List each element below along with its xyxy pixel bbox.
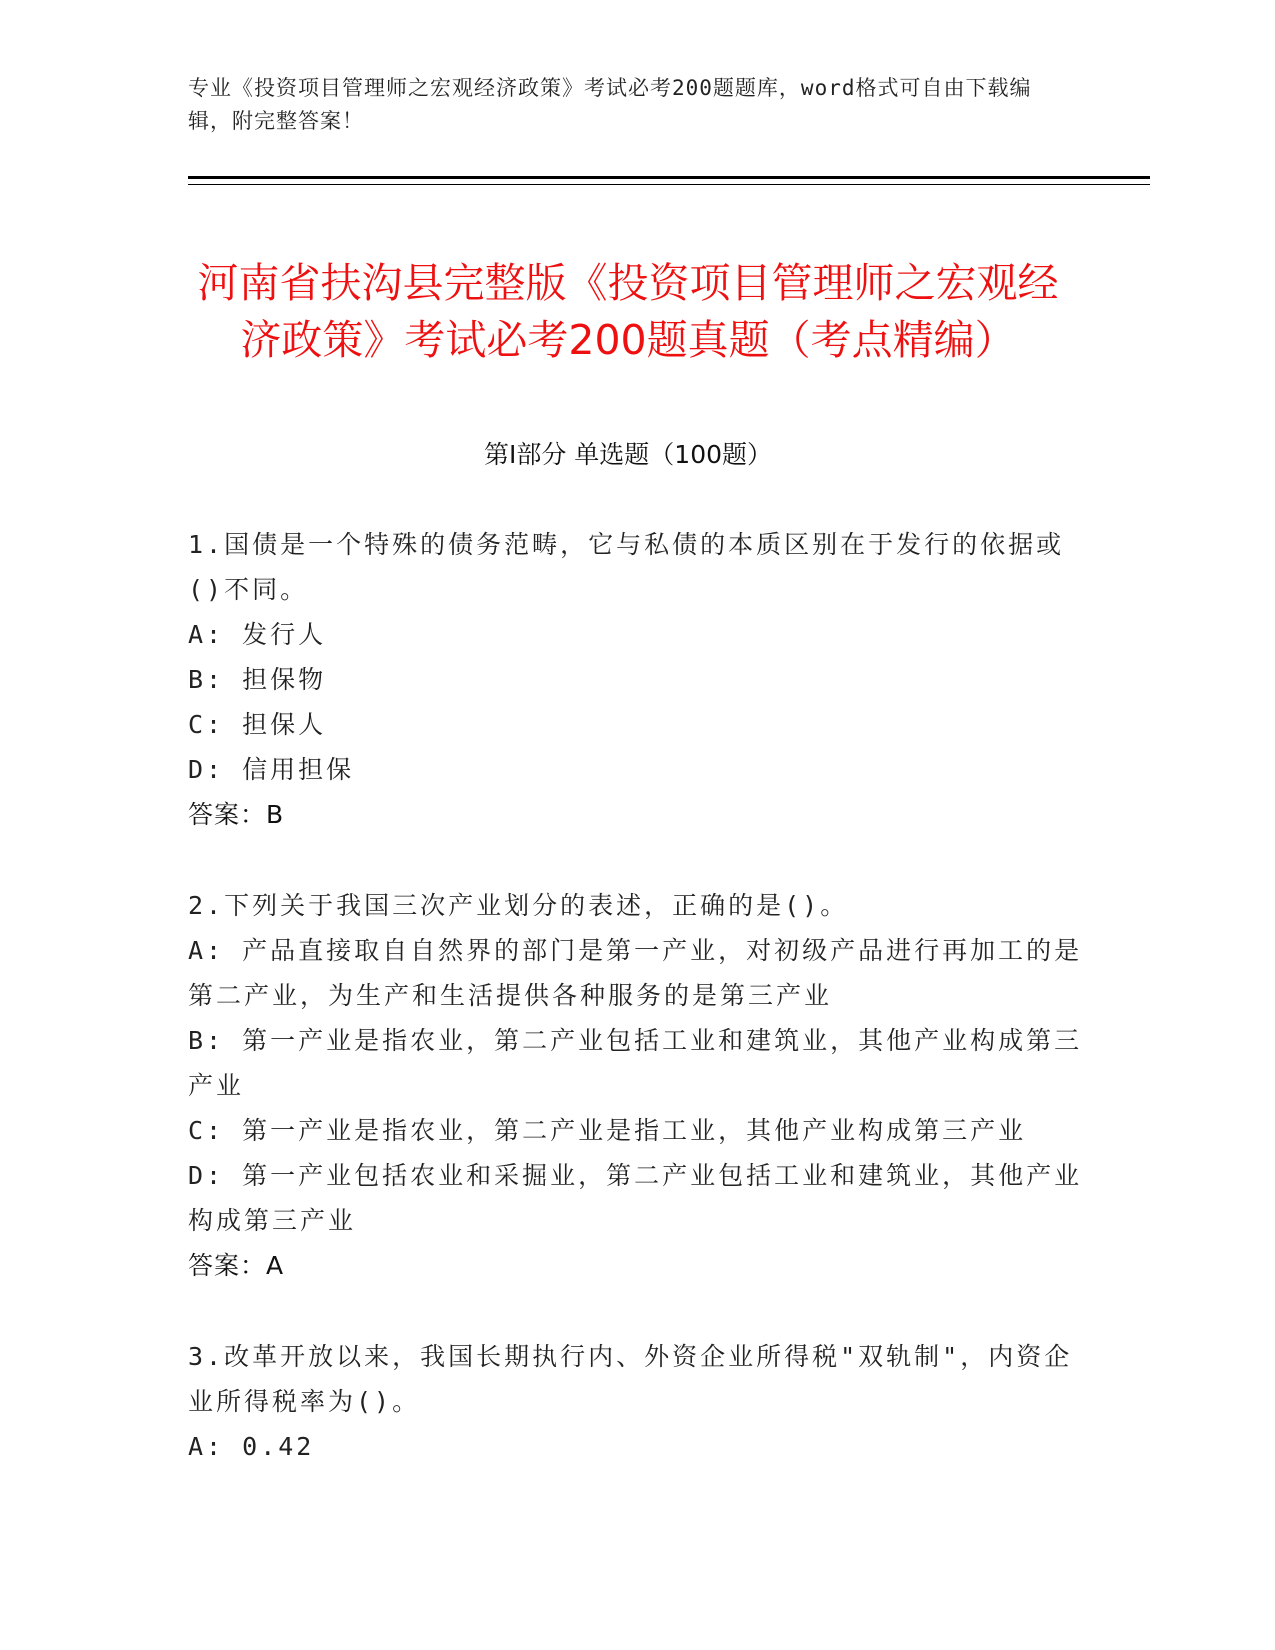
option-b: B: 第一产业是指农业，第二产业包括工业和建筑业，其他产业构成第三产业 (188, 1026, 1083, 1100)
option-d: D: 第一产业包括农业和采掘业，第二产业包括工业和建筑业，其他产业构成第三产业 (188, 1161, 1083, 1235)
option-c: C: 担保人 (188, 710, 327, 739)
option-d: D: 信用担保 (188, 755, 355, 784)
document-title: 河南省扶沟县完整版《投资项目管理师之宏观经济政策》考试必考200题真题（考点精编） (197, 259, 1059, 365)
option-b: B: 担保物 (188, 665, 327, 694)
question-3 (188, 1334, 1088, 1469)
question-2 (188, 883, 1088, 1288)
question-stem: 1.国债是一个特殊的债务范畴，它与私债的本质区别在于发行的依据或()不同。 (188, 530, 1065, 604)
question-stem: 3.改革开放以来，我国长期执行内、外资企业所得税"双轨制"，内资企业所得税率为()。 (188, 1342, 1073, 1416)
option-a: A: 发行人 (188, 620, 327, 649)
question-stem: 2.下列关于我国三次产业划分的表述，正确的是()。 (188, 891, 849, 920)
option-c: C: 第一产业是指农业，第二产业是指工业，其他产业构成第三产业 (188, 1116, 1027, 1145)
header-divider-thin (188, 184, 1150, 185)
option-a: A: 产品直接取自自然界的部门是第一产业，对初级产品进行再加工的是第二产业，为生产和生活提供各种服务的是第三产业 (188, 936, 1083, 1010)
option-a: A: 0.42 (188, 1432, 315, 1461)
answer: 答案：B (188, 800, 285, 829)
header-note: 专业《投资项目管理师之宏观经济政策》考试必考200题题库，word格式可自由下载编辑，附完整答案！ (188, 76, 1032, 133)
question-list (188, 522, 1088, 1515)
question-1 (188, 522, 1088, 837)
header-divider-thick (188, 176, 1150, 179)
answer: 答案：A (188, 1251, 285, 1280)
section-title: 第Ⅰ部分 单选题（100题） (483, 440, 773, 469)
